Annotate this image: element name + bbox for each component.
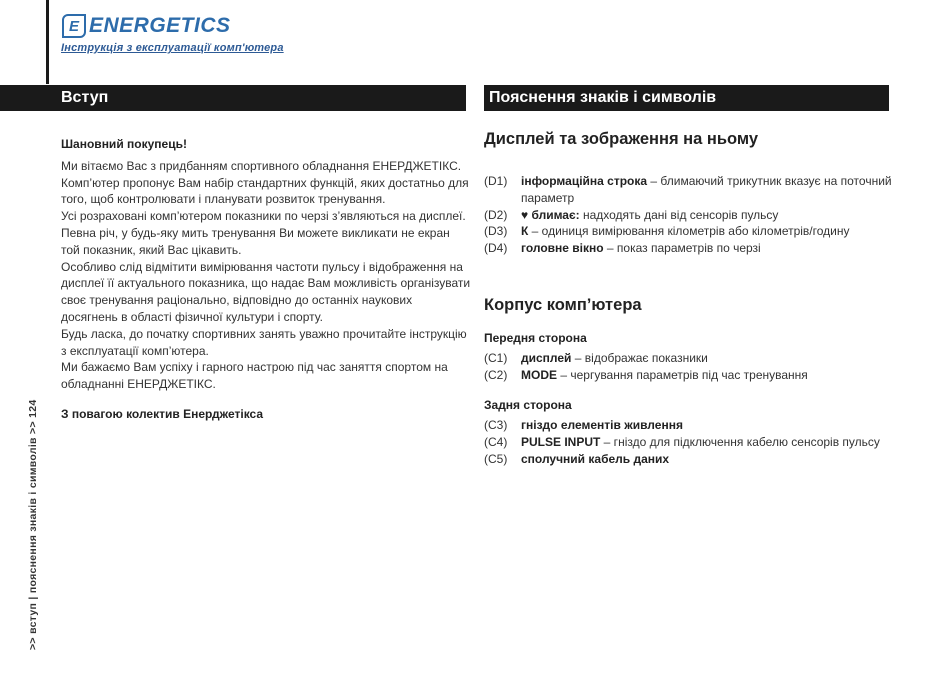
front-heading: Передня сторона — [484, 330, 587, 345]
item-code: (D2) — [484, 207, 508, 222]
heart-icon: ♥ — [521, 207, 529, 222]
item-text: – показ параметрів по черзі — [603, 241, 761, 256]
section-title-intro: Вступ — [0, 85, 466, 111]
item-code: (C5) — [484, 451, 508, 466]
item-code: (D1) — [484, 174, 508, 188]
paragraph: Певна річ, у будь-яку мить тренування Ви можете викликати не екран той показник, який Вас цікавить. — [61, 225, 450, 257]
item-term: інформаційна строка — [521, 174, 648, 188]
list-item — [484, 223, 894, 240]
item-text: надходять дані від сенсорів пульсу — [579, 207, 779, 222]
side-navigation: >> вступ | пояснення знаків і символів >> 124 — [27, 399, 39, 650]
item-text: – одиниця вимірювання кілометрів або кілометрів/годину — [528, 224, 850, 239]
paragraph: Усі розраховані комп’ютером показники по черзі з’являються на дисплеї. — [61, 209, 466, 224]
item-text: – гніздо для підключення кабелю сенсорів пульсу — [600, 434, 880, 449]
display-heading: Дисплей та зображення на ньому — [484, 130, 759, 148]
item-term: К — [521, 224, 529, 239]
item-term: сполучний кабель даних — [521, 451, 670, 466]
logo-icon: E — [62, 14, 86, 38]
list-item — [484, 350, 894, 367]
header-divider — [46, 0, 49, 84]
paragraph: Особливо слід відмітити вимірювання частоти пульсу і відображення на дисплеї її актуального показника, що надає Вам можливість організувати своє тренування раціонально, відповідно до останніх наукових досягнень в області фізичної культури і спорту. — [61, 259, 471, 324]
list-item — [484, 451, 894, 468]
item-term: гніздо елементів живлення — [521, 418, 683, 433]
paragraph: Будь ласка, до початку спортивних занять уважно прочитайте інструкцію з експлуатації комп’ютера. — [61, 326, 467, 358]
item-term: блимає: — [531, 207, 580, 222]
list-item — [484, 207, 894, 224]
closing: З повагою колектив Енерджетікса — [61, 406, 264, 421]
item-text: – чергування параметрів під час тренування — [557, 367, 808, 382]
item-code: (C2) — [484, 367, 508, 382]
item-term: дисплей — [521, 350, 572, 365]
body-heading: Корпус комп’ютера — [484, 295, 642, 314]
manual-subtitle: Інструкція з експлуатації комп'ютера — [61, 42, 284, 54]
list-item — [484, 434, 894, 451]
item-term: MODE — [521, 367, 557, 382]
item-term: PULSE INPUT — [521, 434, 601, 449]
paragraph: Ми бажаємо Вам успіху і гарного настрою під час заняття спортом на обладнанні ЕНЕРДЖЕТІКС. — [61, 360, 448, 392]
item-code: (C4) — [484, 434, 508, 449]
item-text: – відображає показники — [571, 350, 708, 365]
brand-logo — [62, 14, 231, 38]
symbols-text — [484, 128, 894, 468]
item-text: – блимаючий трикутник вказує на поточний параметр — [521, 174, 892, 205]
list-item — [484, 240, 894, 257]
list-item — [484, 417, 894, 434]
item-code: (C3) — [484, 418, 508, 433]
item-code: (D3) — [484, 224, 508, 239]
logo-text: ENERGETICS — [89, 14, 231, 37]
intro-text — [61, 136, 471, 423]
back-heading: Задня сторона — [484, 398, 572, 413]
list-item — [484, 367, 894, 384]
paragraph: Комп’ютер пропонує Вам набір стандартних функцій, яких достатньо для того, щоб контролювати і планувати розвиток тренування. — [61, 175, 469, 207]
section-title-symbols: Пояснення знаків і символів — [484, 85, 889, 111]
item-code: (D4) — [484, 241, 508, 256]
item-code: (C1) — [484, 350, 508, 365]
paragraph: Ми вітаємо Вас з придбанням спортивного обладнання ЕНЕРДЖЕТІКС. — [61, 158, 462, 173]
list-item — [484, 173, 894, 207]
greeting: Шановний покупець! — [61, 137, 187, 151]
item-term: головне вікно — [521, 241, 604, 256]
